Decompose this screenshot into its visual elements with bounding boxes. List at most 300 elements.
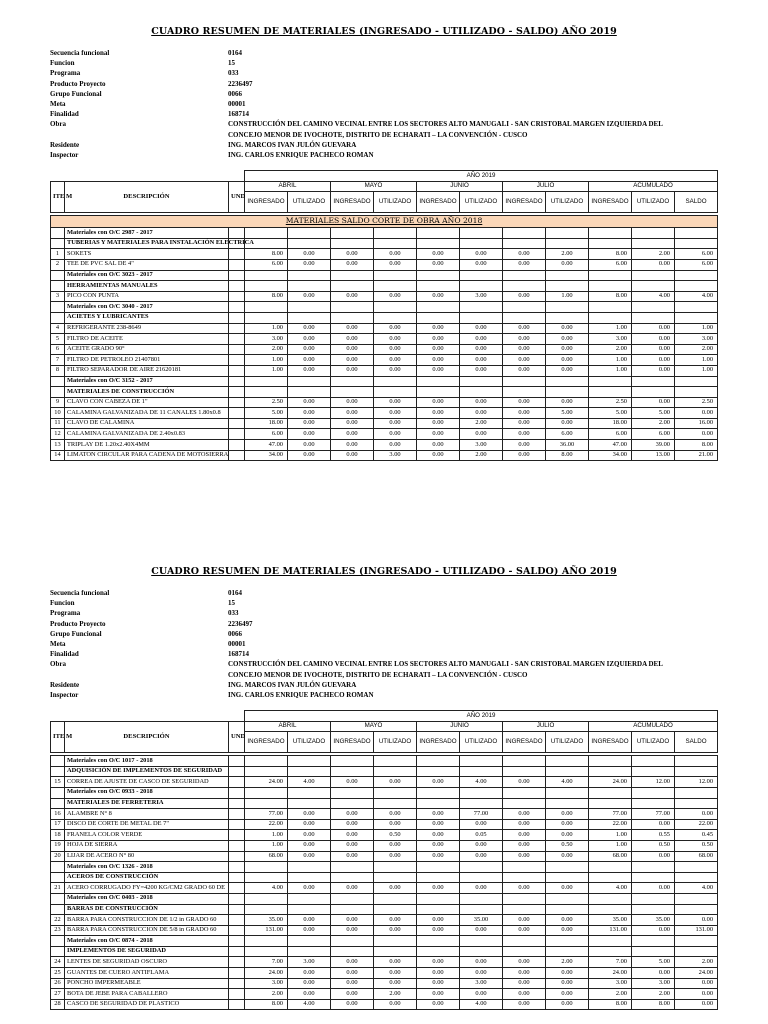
unit-cell [229, 344, 245, 355]
empty-cell [675, 798, 718, 809]
meta-value: 0066 [228, 629, 242, 638]
item-description: FILTRO SEPARADOR DE AIRE 21620181 [65, 365, 229, 376]
value-cell: 0.00 [331, 809, 374, 820]
item-number: 1 [51, 249, 65, 260]
value-cell: 0.00 [288, 418, 331, 429]
unit-cell [229, 334, 245, 345]
value-cell: 2.50 [245, 397, 288, 408]
value-cell: 77.00 [589, 809, 632, 820]
item-number [51, 312, 65, 323]
value-cell: 0.00 [460, 840, 503, 851]
empty-cell [460, 798, 503, 809]
value-cell: 0.00 [503, 819, 546, 830]
unit-cell [229, 249, 245, 260]
value-cell: 0.00 [460, 397, 503, 408]
value-cell: 0.00 [374, 840, 417, 851]
group-label: Materiales con O/C 3040 - 2017 [65, 302, 229, 313]
empty-cell [417, 312, 460, 323]
value-cell: 0.00 [632, 925, 675, 936]
table-row [51, 450, 718, 461]
table-row [51, 999, 718, 1010]
ingresado-header: INGRESADO [417, 192, 460, 213]
value-cell: 0.00 [374, 915, 417, 926]
empty-cell [245, 376, 288, 387]
value-cell: 0.50 [546, 840, 589, 851]
value-cell: 0.00 [675, 408, 718, 419]
item-number: 14 [51, 450, 65, 461]
empty-cell [374, 893, 417, 904]
table-row [51, 809, 718, 820]
value-cell: 131.00 [589, 925, 632, 936]
description-header: DESCRIPCIÓN [65, 721, 229, 753]
value-cell: 0.00 [675, 809, 718, 820]
meta-label: Grupo Funcional [50, 89, 102, 98]
group-row [51, 302, 718, 313]
meta-label: Producto Proyecto [50, 79, 106, 88]
empty-cell [245, 946, 288, 957]
value-cell: 0.00 [331, 968, 374, 979]
value-cell: 2.00 [589, 989, 632, 1000]
empty-cell [503, 946, 546, 957]
value-cell: 8.00 [675, 440, 718, 451]
empty-cell [632, 893, 675, 904]
item-description: FILTRO DE PETROLEO 21407801 [65, 355, 229, 366]
item-description: ACERO CORRUGADO FY=4200 KG/CM2 GRADO 60 DE [65, 883, 229, 894]
empty-cell [229, 312, 245, 323]
empty-cell [546, 872, 589, 883]
item-description: ALAMBRE N° 8 [65, 809, 229, 820]
group-label: ACEROS DE CONSTRUCCIÓN [65, 872, 229, 883]
empty-cell [229, 376, 245, 387]
item-number: 17 [51, 819, 65, 830]
empty-cell [589, 904, 632, 915]
unit-cell [229, 830, 245, 841]
value-cell: 0.00 [546, 809, 589, 820]
empty-cell [503, 862, 546, 873]
value-cell: 0.00 [417, 883, 460, 894]
meta-value: 0066 [228, 89, 242, 98]
empty-cell [460, 936, 503, 947]
group-row [51, 387, 718, 398]
unit-cell [229, 777, 245, 788]
group-label: IMPLEMENTOS DE SEGURIDAD [65, 946, 229, 957]
value-cell: 0.00 [374, 925, 417, 936]
empty-cell [632, 270, 675, 281]
unit-cell [229, 999, 245, 1010]
empty-cell [632, 387, 675, 398]
empty-cell [460, 387, 503, 398]
group-label: MATERIALES DE FERRETERIA [65, 798, 229, 809]
value-cell: 0.00 [288, 851, 331, 862]
value-cell: 2.50 [589, 397, 632, 408]
value-cell: 0.00 [331, 334, 374, 345]
meta-row [50, 79, 750, 89]
value-cell: 1.00 [245, 355, 288, 366]
unit-cell [229, 957, 245, 968]
empty-cell [632, 376, 675, 387]
empty-cell [632, 946, 675, 957]
item-description: CALAMINA GALVANIZADA DE 2.40x0.83 [65, 429, 229, 440]
value-cell: 0.00 [503, 334, 546, 345]
empty-cell [331, 228, 374, 239]
value-cell: 1.00 [546, 291, 589, 302]
empty-cell [331, 936, 374, 947]
value-cell: 0.00 [374, 323, 417, 334]
description-header: DESCRIPCIÓN [65, 181, 229, 213]
item-description: LENTES DE SEGURIDAD OSCURO [65, 957, 229, 968]
value-cell: 4.00 [546, 777, 589, 788]
empty-cell [245, 787, 288, 798]
empty-cell [675, 872, 718, 883]
value-cell: 0.00 [546, 989, 589, 1000]
empty-cell [589, 787, 632, 798]
empty-cell [632, 798, 675, 809]
item-number [51, 270, 65, 281]
unit-cell [229, 429, 245, 440]
unit-cell [229, 291, 245, 302]
materials-table [50, 710, 718, 1010]
item-description: BARRA PARA CONSTRUCCION DE 5/8 in GRADO 60 [65, 925, 229, 936]
empty-cell [229, 228, 245, 239]
value-cell: 0.00 [288, 344, 331, 355]
empty-cell [503, 281, 546, 292]
value-cell: 21.00 [675, 450, 718, 461]
value-cell: 0.00 [503, 344, 546, 355]
value-cell: 0.00 [460, 883, 503, 894]
value-cell: 0.00 [632, 334, 675, 345]
value-cell: 0.00 [374, 957, 417, 968]
value-cell: 0.00 [374, 365, 417, 376]
value-cell: 4.00 [460, 999, 503, 1010]
value-cell: 2.00 [245, 344, 288, 355]
empty-cell [245, 893, 288, 904]
empty-cell [675, 312, 718, 323]
empty-cell [675, 893, 718, 904]
item-description: CASCO DE SEGURIDAD DE PLASTICO [65, 999, 229, 1010]
value-cell: 0.00 [417, 291, 460, 302]
value-cell: 0.00 [503, 418, 546, 429]
empty-cell [417, 787, 460, 798]
value-cell: 12.00 [632, 777, 675, 788]
meta-label: Programa [50, 69, 81, 78]
table-row [51, 249, 718, 260]
value-cell: 0.00 [331, 450, 374, 461]
meta-value: 00001 [228, 99, 246, 108]
value-cell: 0.00 [460, 334, 503, 345]
group-row [51, 376, 718, 387]
item-description: CALAMINA GALVANIZADA DE 11 CANALES 1.80x0.8 [65, 408, 229, 419]
value-cell: 4.00 [288, 777, 331, 788]
empty-cell [546, 281, 589, 292]
table-row [51, 429, 718, 440]
empty-cell [589, 387, 632, 398]
meta-row [50, 109, 750, 119]
value-cell: 0.00 [288, 249, 331, 260]
empty-cell [589, 766, 632, 777]
month-header-row [51, 721, 718, 732]
value-cell: 24.00 [245, 777, 288, 788]
value-cell: 6.00 [675, 249, 718, 260]
value-cell: 0.00 [417, 418, 460, 429]
meta-value: 033 [228, 609, 239, 618]
empty-cell [632, 862, 675, 873]
meta-label: Meta [50, 639, 66, 648]
value-cell: 0.00 [288, 355, 331, 366]
value-cell: 34.00 [589, 450, 632, 461]
empty-cell [229, 766, 245, 777]
meta-label: Obra [50, 120, 66, 129]
item-description: DISCO DE CORTE DE METAL DE 7" [65, 819, 229, 830]
value-cell: 1.00 [589, 355, 632, 366]
value-cell: 0.00 [417, 365, 460, 376]
item-description: BOTA DE JEBE PARA CABALLERO [65, 989, 229, 1000]
empty-cell [503, 936, 546, 947]
value-cell: 0.00 [546, 819, 589, 830]
empty-cell [632, 766, 675, 777]
empty-cell [288, 872, 331, 883]
unit-header: UND [229, 181, 245, 213]
value-cell: 0.00 [417, 851, 460, 862]
value-cell: 68.00 [589, 851, 632, 862]
item-number: 3 [51, 291, 65, 302]
empty-cell [503, 228, 546, 239]
empty-cell [675, 376, 718, 387]
value-cell: 2.00 [460, 418, 503, 429]
value-cell: 0.00 [546, 397, 589, 408]
empty-cell [331, 302, 374, 313]
value-cell: 0.00 [503, 450, 546, 461]
value-cell: 2.00 [632, 418, 675, 429]
value-cell: 35.00 [245, 915, 288, 926]
item-number: 5 [51, 334, 65, 345]
utilizado-header: UTILIZADO [288, 732, 331, 753]
empty-cell [331, 946, 374, 957]
value-cell: 4.00 [245, 883, 288, 894]
value-cell: 0.00 [331, 819, 374, 830]
empty-cell [245, 302, 288, 313]
value-cell: 3.00 [675, 334, 718, 345]
empty-cell [503, 756, 546, 767]
item-number: 4 [51, 323, 65, 334]
meta-label: Secuencia funcional [50, 589, 110, 597]
item-number: 27 [51, 989, 65, 1000]
month-header: JUNIO [417, 181, 503, 192]
item-number: 21 [51, 883, 65, 894]
value-cell: 0.00 [374, 259, 417, 270]
value-cell: 2.00 [546, 957, 589, 968]
value-cell: 0.00 [503, 957, 546, 968]
value-cell: 0.00 [546, 323, 589, 334]
value-cell: 7.00 [589, 957, 632, 968]
unit-cell [229, 440, 245, 451]
group-label: Materiales con O/C 1326 - 2018 [65, 862, 229, 873]
item-description: HOJA DE SIERRA [65, 840, 229, 851]
empty-cell [331, 387, 374, 398]
empty-cell [589, 946, 632, 957]
empty-cell [331, 904, 374, 915]
value-cell: 0.00 [331, 915, 374, 926]
value-cell: 0.00 [331, 925, 374, 936]
empty-cell [546, 936, 589, 947]
value-cell: 1.00 [245, 840, 288, 851]
meta-value: 2236497 [228, 79, 253, 88]
meta-value: 15 [228, 59, 235, 68]
empty-cell [675, 787, 718, 798]
empty-cell [331, 756, 374, 767]
unit-cell [229, 915, 245, 926]
ingresado-header: INGRESADO [245, 732, 288, 753]
value-cell: 4.00 [632, 291, 675, 302]
table-row [51, 323, 718, 334]
value-cell: 0.00 [546, 851, 589, 862]
value-cell: 4.00 [589, 883, 632, 894]
value-cell: 0.00 [331, 830, 374, 841]
empty-cell [229, 302, 245, 313]
unit-cell [229, 989, 245, 1000]
table-row [51, 925, 718, 936]
empty-cell [245, 904, 288, 915]
unit-cell [229, 418, 245, 429]
empty-cell [374, 312, 417, 323]
value-cell: 0.00 [374, 851, 417, 862]
meta-row [50, 588, 750, 598]
item-number [51, 376, 65, 387]
value-cell: 4.00 [288, 999, 331, 1010]
group-label: Materiales con O/C 0403 - 2018 [65, 893, 229, 904]
value-cell: 0.00 [374, 344, 417, 355]
ingresado-header: INGRESADO [503, 192, 546, 213]
value-cell: 3.00 [288, 957, 331, 968]
group-row [51, 238, 718, 249]
empty-cell [288, 756, 331, 767]
group-row [51, 893, 718, 904]
value-cell: 0.00 [288, 830, 331, 841]
value-cell: 6.00 [589, 429, 632, 440]
value-cell: 0.00 [288, 397, 331, 408]
meta-label: Funcion [50, 59, 75, 68]
item-number [51, 872, 65, 883]
value-cell: 77.00 [245, 809, 288, 820]
empty-cell [546, 387, 589, 398]
unit-cell [229, 408, 245, 419]
value-cell: 36.00 [546, 440, 589, 451]
empty-cell [374, 787, 417, 798]
value-cell: 0.00 [374, 355, 417, 366]
meta-value: 15 [228, 599, 235, 608]
item-number: 25 [51, 968, 65, 979]
value-cell: 0.00 [417, 408, 460, 419]
materials-table [50, 170, 718, 461]
empty-cell [245, 228, 288, 239]
empty-cell [288, 302, 331, 313]
empty-cell [675, 862, 718, 873]
value-cell: 0.00 [331, 777, 374, 788]
empty-cell [374, 387, 417, 398]
empty-cell [460, 312, 503, 323]
value-cell: 0.00 [546, 259, 589, 270]
meta-label: Meta [50, 99, 66, 108]
value-cell: 8.00 [245, 999, 288, 1010]
group-row [51, 787, 718, 798]
empty-cell [229, 946, 245, 957]
value-cell: 0.00 [503, 883, 546, 894]
value-cell: 0.00 [546, 978, 589, 989]
empty-cell [632, 281, 675, 292]
value-cell: 0.00 [288, 291, 331, 302]
empty-cell [632, 302, 675, 313]
empty-cell [374, 766, 417, 777]
value-cell: 0.00 [417, 397, 460, 408]
value-cell: 0.00 [331, 978, 374, 989]
meta-value: 2236497 [228, 619, 253, 628]
meta-value: 168714 [228, 650, 249, 659]
value-cell: 0.00 [417, 249, 460, 260]
value-cell: 3.00 [374, 450, 417, 461]
empty-cell [229, 893, 245, 904]
utilizado-header: UTILIZADO [460, 192, 503, 213]
empty-cell [288, 228, 331, 239]
table-row [51, 851, 718, 862]
value-cell: 8.00 [245, 249, 288, 260]
value-cell: 0.00 [374, 249, 417, 260]
value-cell: 0.00 [331, 365, 374, 376]
meta-row [50, 99, 750, 109]
value-cell: 0.00 [288, 440, 331, 451]
utilizado-header: UTILIZADO [632, 732, 675, 753]
empty-cell [546, 862, 589, 873]
empty-cell [460, 904, 503, 915]
value-cell: 0.00 [331, 355, 374, 366]
value-cell: 0.00 [374, 334, 417, 345]
value-cell: 0.50 [632, 840, 675, 851]
unit-cell [229, 450, 245, 461]
empty-cell [675, 766, 718, 777]
value-cell: 0.00 [288, 883, 331, 894]
value-cell: 8.00 [589, 249, 632, 260]
empty-cell [546, 798, 589, 809]
empty-cell [374, 302, 417, 313]
empty-cell [331, 862, 374, 873]
ingresado-header: INGRESADO [589, 192, 632, 213]
empty-cell [245, 270, 288, 281]
value-cell: 0.00 [546, 999, 589, 1010]
meta-label: Inspector [50, 150, 79, 159]
empty-cell [245, 312, 288, 323]
value-cell: 0.00 [374, 819, 417, 830]
meta-row [50, 690, 750, 700]
table-row [51, 291, 718, 302]
value-cell: 0.00 [417, 334, 460, 345]
item-description: GUANTES DE CUERO ANTIFLAMA [65, 968, 229, 979]
value-cell: 0.00 [632, 259, 675, 270]
meta-label: Inspector [50, 690, 79, 699]
value-cell: 5.00 [632, 408, 675, 419]
value-cell: 0.00 [546, 355, 589, 366]
item-number [51, 946, 65, 957]
empty-cell [374, 946, 417, 957]
meta-label: Programa [50, 609, 81, 618]
group-label: ACIETES Y LUBRICANTES [65, 312, 229, 323]
value-cell: 5.00 [632, 957, 675, 968]
value-cell: 0.00 [331, 259, 374, 270]
value-cell: 0.00 [503, 291, 546, 302]
value-cell: 0.00 [374, 408, 417, 419]
empty-cell [245, 936, 288, 947]
table-row [51, 365, 718, 376]
empty-cell [374, 756, 417, 767]
empty-cell [503, 787, 546, 798]
empty-cell [460, 228, 503, 239]
